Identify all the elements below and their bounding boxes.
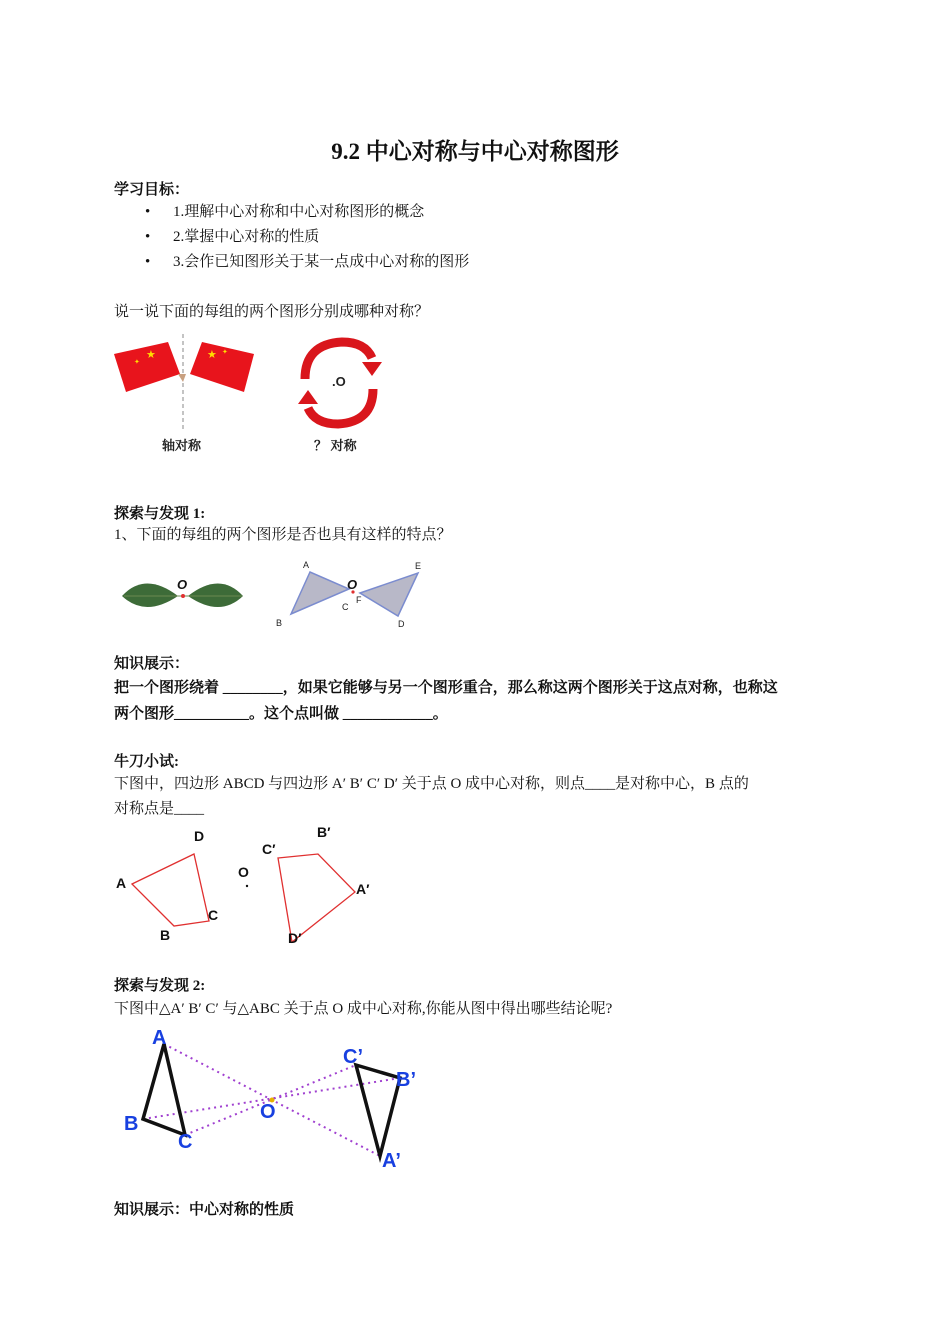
knowledge2-heading: 知识展示：中心对称的性质	[114, 1202, 295, 1218]
objective-item: • 2.掌握中心对称的性质	[145, 229, 320, 245]
svg-text:★: ★	[146, 349, 156, 361]
svg-text:★: ★	[207, 349, 217, 361]
tri-label-e: E	[415, 561, 422, 571]
tri2-label-a-prime: A’	[382, 1150, 401, 1171]
tri-label-f: F	[356, 595, 362, 605]
tri2-label-a: A	[152, 1027, 167, 1049]
explore1-question: 1、下面的每组的两个图形是否也具有这样的特点？	[114, 527, 452, 543]
quadrilateral-figure	[110, 822, 400, 952]
center-point-label: .O	[332, 374, 346, 389]
tri-label-d: D	[398, 619, 405, 629]
tri-label-c: C	[342, 602, 349, 612]
left-flag-image	[114, 342, 186, 392]
explore2-question: 下图中△A′ B′ C′ 与△ABC 关于点 O 成中心对称,你能从图中得出哪些结论呢?	[114, 1001, 613, 1017]
trial-line2: 对称点是____	[114, 801, 205, 817]
right-caption: ？ 对称	[314, 438, 357, 453]
quad-label-b-prime: B′	[317, 824, 331, 840]
tri2-label-c: C	[178, 1131, 193, 1153]
tri2-label-b-prime: B’	[396, 1069, 416, 1091]
symmetry-figure-1	[110, 334, 410, 464]
leaf-center-label: O	[177, 577, 188, 592]
svg-text:✦: ✦	[222, 349, 228, 356]
left-caption: 轴对称	[162, 438, 202, 453]
objective-item: • 3.会作已知图形关于某一点成中心对称的图形	[145, 254, 470, 270]
trial-heading: 牛刀小试:	[114, 754, 179, 770]
tri2-label-b: B	[124, 1113, 139, 1135]
explore1-heading: 探索与发现 1:	[114, 506, 206, 522]
right-flag-image	[190, 342, 254, 392]
tri2-label-o: O	[260, 1101, 276, 1123]
explore2-heading: 探索与发现 2:	[114, 978, 206, 994]
objective-item: • 1.理解中心对称和中心对称图形的概念	[145, 204, 425, 220]
knowledge1-heading: 知识展示：	[114, 656, 190, 672]
tri-label-o: O	[347, 577, 358, 592]
quad-label-b: B	[160, 927, 171, 943]
page-title: 9.2 中心对称与中心对称图形	[331, 139, 619, 164]
quad-label-c: C	[208, 907, 219, 923]
trial-line1: 下图中，四边形 ABCD 与四边形 A′ B′ C′ D′ 关于点 O 成中心对称，则点____是对称中心，B 点的	[114, 776, 749, 792]
knowledge1-line1: 把一个图形绕着 ________，如果它能够与另一个图形重合，那么称这两个图形关于这点对称，也称这	[114, 680, 778, 696]
central-symmetry-figure	[118, 1026, 428, 1171]
tri-label-a: A	[303, 560, 310, 570]
quad-label-d: D	[194, 828, 205, 844]
quad-label-a-prime: A′	[356, 881, 370, 897]
quad-label-o: O	[238, 864, 249, 880]
tri-label-b: B	[276, 618, 283, 628]
question-1: 说一说下面的每组的两个图形分别成哪种对称？	[114, 304, 430, 320]
tri2-label-c-prime: C’	[343, 1046, 363, 1068]
knowledge1-line2: 两个图形__________。这个点叫做 ____________。	[114, 706, 448, 722]
quad-label-d-prime: D′	[288, 930, 302, 946]
objectives-heading: 学习目标：	[114, 182, 190, 198]
symmetry-figure-2	[110, 556, 440, 634]
quad-label-a: A	[116, 875, 127, 891]
quad-label-c-prime: C′	[262, 841, 276, 857]
svg-text:✦: ✦	[134, 359, 140, 366]
